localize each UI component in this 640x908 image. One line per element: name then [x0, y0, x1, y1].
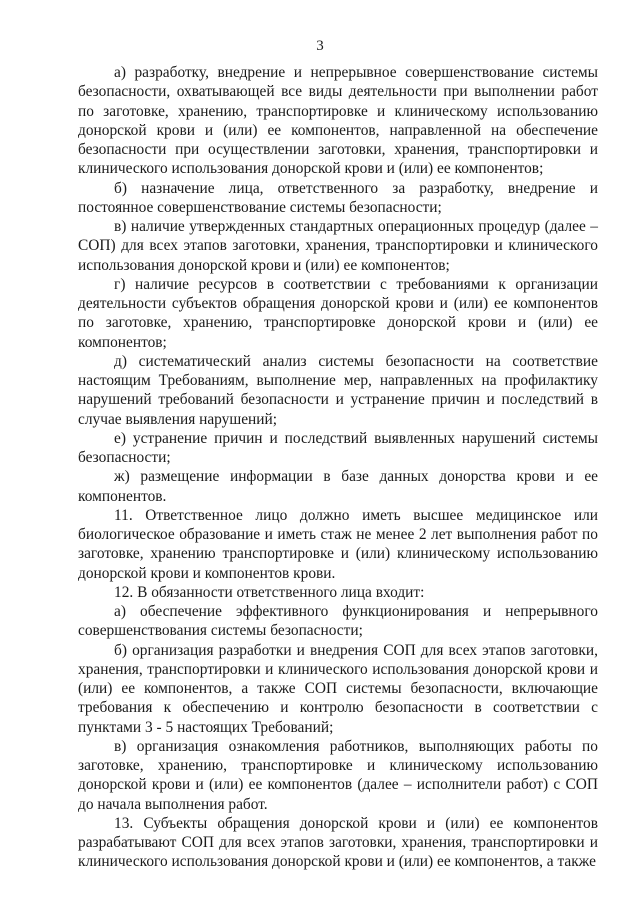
paragraph-zh-database: ж) размещение информации в базе данных донорства крови и ее компонентов. [78, 468, 598, 505]
paragraph-11-qualification: 11. Ответственное лицо должно иметь высшее медицинское или биологическое образование и иметь стаж не менее 2 лет выполнения работ по заготовке, хранению транспортировке и (или) клиническому использованию донорской крови и компонентов крови. [78, 506, 598, 582]
paragraph-13: 13. Субъекты обращения донорской крови и (или) ее компонентов разрабатывают СОП для всех этапов заготовки, хранения, транспортировки и клинического использования донорской крови и (или) ее компонентов, а также [78, 814, 598, 871]
paragraph-12b: б) организация разработки и внедрения СОП для всех этапов заготовки, хранения, транспортировки и клинического использования донорской крови и (или) ее компонентов, а также СОП системы безопасности, включающие требования к обеспечению и контролю безопасности в соответствии с пунктами 3 - 5 настоящих Требований; [78, 641, 598, 736]
paragraph-12v: в) организация ознакомления работников, выполняющих работы по заготовке, хранению, транспортировке и клиническому использованию донорской крови и (или) ее компонентов (далее – исполнители работ) с СОП до начала выполнения работ. [78, 737, 598, 813]
paragraph-12a: а) обеспечение эффективного функционирования и непрерывного совершенствования системы безопасности; [78, 603, 598, 640]
paragraph-a-system-development: а) разработку, внедрение и непрерывное совершенствование системы безопасности, охватывающей все виды деятельности при выполнении работ по заготовке, хранению, транспортировке и клиническому использованию донорской крови и (или) ее компонентов, направленной на обеспечение безопасности при осуществлении заготовки, хранения, транспортировки и клинического использования донорской крови и (или) ее компонентов; [78, 64, 598, 178]
page-number: 3 [316, 38, 324, 54]
body-text [78, 63, 598, 872]
paragraph-e-elimination: е) устранение причин и последствий выявленных нарушений системы безопасности; [78, 429, 598, 466]
paragraph-12-duties: 12. В обязанности ответственного лица входит: [114, 583, 425, 601]
paragraph-v-sop: в) наличие утвержденных стандартных операционных процедур (далее – СОП) для всех этапов заготовки, хранения, транспортировки и клинического использования донорской крови и (или) ее компонентов; [78, 218, 598, 274]
paragraph-b-responsible-person: б) назначение лица, ответственного за разработку, внедрение и постоянное совершенствование системы безопасности; [78, 179, 598, 216]
paragraph-g-resources: г) наличие ресурсов в соответствии с требованиями к организации деятельности субъектов обращения донорской крови и (или) ее компонентов по заготовке, хранению, транспортировке донорской крови и (или) ее компонентов; [78, 275, 598, 351]
paragraph-d-analysis: д) систематический анализ системы безопасности на соответствие настоящим Требованиям, выполнение мер, направленных на профилактику нарушений требований безопасности и устранение причин и последствий в случае выявления нарушений; [78, 352, 598, 428]
